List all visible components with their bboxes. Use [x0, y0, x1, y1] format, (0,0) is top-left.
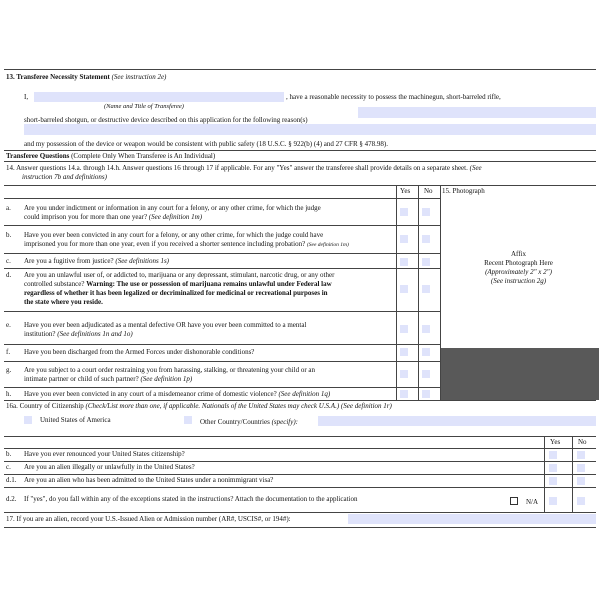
- photo-shaded-area: [441, 348, 599, 400]
- q16c-yes-checkbox[interactable]: [549, 464, 557, 472]
- q14d-yes-checkbox[interactable]: [400, 285, 408, 293]
- col-divider: [418, 185, 419, 400]
- q14g-line2: intimate partner or child of such partner? (See definition 1p): [24, 375, 193, 383]
- row-divider: [4, 344, 441, 345]
- col-divider: [396, 185, 397, 400]
- affix-line2: Recent Photograph Here: [484, 259, 553, 267]
- affix-line4: (See instruction 2g): [490, 277, 547, 285]
- line1-suffix: , have a reasonable necessity to possess the machinegun, short-barreled rifle,: [286, 93, 501, 101]
- q14b-line1: Have you ever been convicted in any court for a felony, or any other crime, for which the judge could have: [24, 231, 324, 239]
- yes-header: Yes: [400, 187, 411, 195]
- q14h-line1: Have you ever been convicted in any court of a misdemeanor crime of domestic violence? (See definition 1q): [24, 390, 331, 398]
- q14h-yes-checkbox[interactable]: [400, 390, 408, 398]
- q14e-line2: institution? (See definitions 1n and 1o): [24, 330, 133, 338]
- row-divider: [4, 268, 441, 269]
- row-divider: [4, 361, 441, 362]
- q16b-text: Have you ever renounced your United States citizenship?: [24, 450, 185, 458]
- q14g-line1: Are you subject to a court order restraining you from harassing, stalking, or threatening your child or an: [24, 366, 316, 374]
- q16b-yes-checkbox[interactable]: [549, 451, 557, 459]
- photo-header: 15. Photograph: [442, 187, 485, 195]
- line2-text: short-barreled shotgun, or destructive device described on this application for the following reason(s): [24, 116, 308, 124]
- q14c-yes-checkbox[interactable]: [400, 258, 408, 266]
- q16b-letter: b.: [6, 450, 12, 458]
- citizenship-other-label: Other Country/Countries (specify):: [200, 418, 298, 426]
- q16-yes-header: Yes: [550, 438, 561, 446]
- row-divider: [4, 487, 596, 488]
- q16d1-no-checkbox[interactable]: [577, 477, 585, 485]
- q16c-no-checkbox[interactable]: [577, 464, 585, 472]
- q16a-label: 16a. Country of Citizenship (Check/List more than one, if applicable. Nationals of the United States may check U.S.A.) (See definition 1r): [6, 402, 392, 410]
- q14d-line1: Are you an unlawful user of, or addicted to, marijuana or any depressant, stimulant, narcotic drug, or any other: [24, 271, 335, 279]
- q14g-no-checkbox[interactable]: [422, 370, 430, 378]
- affix-line1: Affix: [510, 250, 527, 258]
- q14a-line1: Are you under indictment or information in any court for a felony, or any other crime, for which the judge: [24, 204, 321, 212]
- citizenship-usa-checkbox[interactable]: [24, 416, 32, 424]
- q16d2-na-label: N/A: [526, 498, 539, 506]
- divider: [4, 185, 596, 186]
- alien-number-field[interactable]: [348, 514, 596, 524]
- row-divider: [4, 311, 441, 312]
- q14c-letter: c.: [6, 257, 11, 265]
- q14f-yes-checkbox[interactable]: [400, 348, 408, 356]
- line3-text: and my possession of the device or weapon would be consistent with public safety (18 U.S.C. § 922(b) (4) and 27 CFR § 478.98).: [24, 140, 388, 148]
- q14g-yes-checkbox[interactable]: [400, 370, 408, 378]
- q14-intro-line2: instruction 7b and definitions): [22, 173, 107, 181]
- q14b-no-checkbox[interactable]: [422, 235, 430, 243]
- transferee-name-field[interactable]: [34, 92, 284, 102]
- q14a-no-checkbox[interactable]: [422, 208, 430, 216]
- q14h-letter: h.: [6, 390, 12, 398]
- line1-prefix: I,: [24, 93, 29, 101]
- row-divider: [4, 474, 596, 475]
- divider: [4, 150, 596, 151]
- q14d-line2: controlled substance? Warning: The use or possession of marijuana remains unlawful under Federal law: [24, 280, 332, 288]
- q14d-line4: the state where you reside.: [24, 298, 103, 306]
- q16d1-text: Are you an alien who has been admitted to the United States under a nonimmigrant visa?: [24, 476, 274, 484]
- photo-instructions: [441, 250, 596, 286]
- citizenship-other-checkbox[interactable]: [184, 416, 192, 424]
- q16c-letter: c.: [6, 463, 11, 471]
- q14g-letter: g.: [6, 366, 12, 374]
- q14c-line1: Are you a fugitive from justice? (See definitions 1s): [24, 257, 170, 265]
- row-divider: [4, 387, 441, 388]
- q14f-no-checkbox[interactable]: [422, 348, 430, 356]
- q16d2-na-checkbox[interactable]: [510, 497, 518, 505]
- q14c-no-checkbox[interactable]: [422, 258, 430, 266]
- q17-text: 17. If you are an alien, record your U.S.-Issued Alien or Admission number (AR#, USCIS#, or 194#):: [6, 515, 291, 523]
- q14e-letter: e.: [6, 321, 11, 329]
- q14e-line1: Have you ever been adjudicated as a mental defective OR have you ever been committed to a mental: [24, 321, 307, 329]
- q14b-yes-checkbox[interactable]: [400, 235, 408, 243]
- q14f-line1: Have you been discharged from the Armed Forces under dishonorable conditions?: [24, 348, 255, 356]
- q16d1-yes-checkbox[interactable]: [549, 477, 557, 485]
- row-divider: [4, 461, 596, 462]
- q14e-yes-checkbox[interactable]: [400, 325, 408, 333]
- reason-field-2[interactable]: [24, 124, 596, 135]
- q14-intro: 14. Answer questions 14.a. through 14.h. Answer questions 16 through 17 if applicable. For any "Yes" answer the transferee shall provide details on a separate sheet. (See: [6, 164, 482, 172]
- divider: [4, 512, 596, 513]
- q16b-no-checkbox[interactable]: [577, 451, 585, 459]
- q16-no-header: No: [578, 438, 587, 446]
- q16d2-letter: d.2.: [6, 495, 17, 503]
- q14a-yes-checkbox[interactable]: [400, 208, 408, 216]
- no-header: No: [424, 187, 433, 195]
- bottom-border: [4, 527, 596, 528]
- transferee-questions-heading: Transferee Questions (Complete Only When Transferee is An Individual): [6, 152, 216, 160]
- divider: [4, 161, 596, 162]
- q14a-letter: a.: [6, 204, 11, 212]
- q14b-line2: imprisoned you for more than one year, even if you received a shorter sentence including probation? (See definition 1m): [24, 240, 349, 248]
- q14d-no-checkbox[interactable]: [422, 285, 430, 293]
- q14d-line3: regardless of whether it has been legalized or decriminalized for medicinal or recreational purposes in: [24, 289, 328, 297]
- q14h-no-checkbox[interactable]: [422, 390, 430, 398]
- citizenship-usa-label: United States of America: [40, 416, 111, 424]
- q14e-no-checkbox[interactable]: [422, 325, 430, 333]
- q16d1-letter: d.1.: [6, 476, 17, 484]
- divider: [4, 448, 596, 449]
- row-divider: [4, 253, 441, 254]
- name-caption: (Name and Title of Transferee): [104, 103, 184, 110]
- q14b-letter: b.: [6, 231, 12, 239]
- q14f-letter: f.: [6, 348, 11, 356]
- affix-line3: (Approximately 2" x 2"): [485, 268, 552, 276]
- q14a-line2: could imprison you for more than one year? (See definition 1m): [24, 213, 203, 221]
- q16d2-no-checkbox[interactable]: [577, 497, 585, 505]
- divider: [4, 436, 596, 437]
- section-13-heading: 13. Transferee Necessity Statement (See instruction 2e): [6, 73, 167, 81]
- divider: [4, 400, 596, 401]
- reason-field-1[interactable]: [358, 107, 596, 118]
- q16d2-text: If "yes", do you fall within any of the exceptions stated in the instructions? Attach the documentation to the application: [24, 495, 358, 503]
- row-divider: [4, 225, 441, 226]
- q16d2-yes-checkbox[interactable]: [549, 497, 557, 505]
- other-country-field[interactable]: [318, 416, 596, 426]
- q16c-text: Are you an alien illegally or unlawfully in the United States?: [24, 463, 195, 471]
- divider: [4, 198, 441, 199]
- top-border: [4, 69, 596, 70]
- q14d-letter: d.: [6, 271, 12, 279]
